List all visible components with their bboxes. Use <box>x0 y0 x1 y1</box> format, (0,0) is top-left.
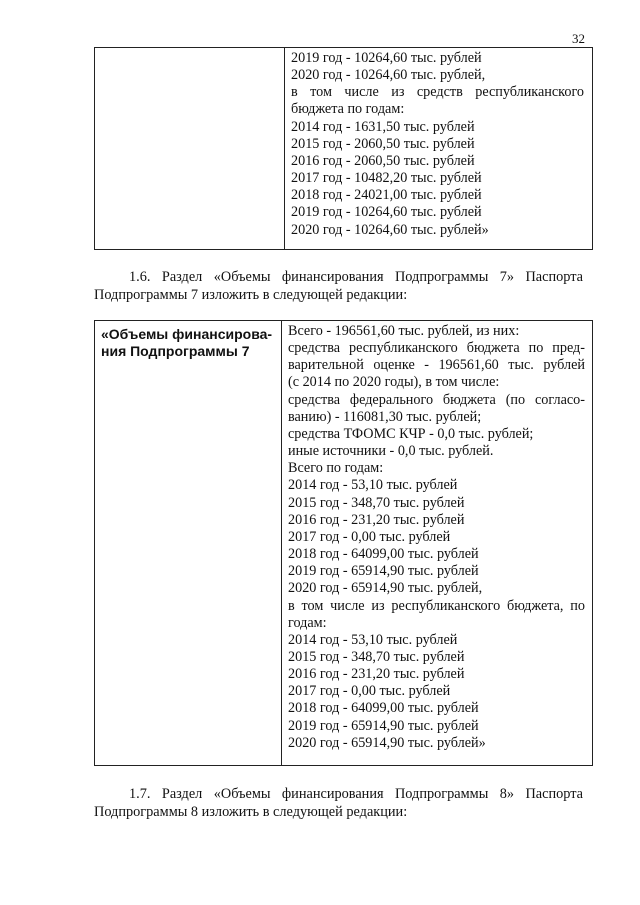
table-value-cell <box>282 321 585 765</box>
table-line: Всего по годам: <box>288 460 384 477</box>
table-line: бюджета по годам: <box>291 101 405 118</box>
table-line: 2018 год - 64099,00 тыс. рублей <box>288 546 479 563</box>
page-number: 32 <box>572 31 585 46</box>
table-line: 2018 год - 64099,00 тыс. рублей <box>288 700 479 717</box>
table-line: 2016 год - 231,20 тыс. рублей <box>288 666 465 683</box>
table-line: в том числе из средств республиканского <box>291 84 584 101</box>
table-line: иные источники - 0,0 тыс. рублей. <box>288 443 494 460</box>
table-line: 2014 год - 53,10 тыс. рублей <box>288 631 458 648</box>
financing-table-subprogram-7 <box>94 320 593 766</box>
table-line: средства федерального бюджета (по согласо- <box>288 391 585 408</box>
table-line: 2015 год - 348,70 тыс. рублей <box>288 648 465 665</box>
table-line: 2017 год - 0,00 тыс. рублей <box>288 683 451 700</box>
table-left-cell <box>95 48 285 249</box>
table-line: 2019 год - 65914,90 тыс. рублей <box>288 717 479 734</box>
table-line: 2020 год - 10264,60 тыс. рублей, <box>291 67 486 84</box>
paragraph-line: Подпрограммы 7 изложить в следующей редакции: <box>94 286 408 303</box>
paragraph-1-6 <box>94 269 583 304</box>
header-line: «Объемы финансирова- <box>101 326 273 342</box>
table-line: ванию) - 116081,30 тыс. рублей; <box>288 408 482 425</box>
table-line: 2015 год - 348,70 тыс. рублей <box>288 494 465 511</box>
paragraph-line: Подпрограммы 8 изложить в следующей редакции: <box>94 803 408 820</box>
header-line: ния Подпрограммы 7 <box>101 343 250 359</box>
table-line: 2019 год - 10264,60 тыс. рублей <box>291 50 482 66</box>
table-line: 2014 год - 53,10 тыс. рублей <box>288 477 458 494</box>
table-line: 2020 год - 10264,60 тыс. рублей» <box>291 221 489 238</box>
paragraph-line: 1.6. Раздел «Объемы финансирования Подпрограммы 7» Паспорта <box>129 269 583 285</box>
table-line: 2016 год - 2060,50 тыс. рублей <box>291 152 475 169</box>
table-line: (с 2014 по 2020 годы), в том числе: <box>288 374 500 391</box>
table-line: 2016 год - 231,20 тыс. рублей <box>288 511 465 528</box>
table-line: годам: <box>288 614 327 631</box>
table-line: Всего - 196561,60 тыс. рублей, из них: <box>288 323 520 339</box>
table-line: варительной оценке - 196561,60 тыс. рублей <box>288 357 585 374</box>
financing-table-continued <box>94 47 593 250</box>
table-line: в том числе из республиканского бюджета, по <box>288 597 585 614</box>
table-line: 2017 год - 10482,20 тыс. рублей <box>291 170 482 187</box>
table-line: 2020 год - 65914,90 тыс. рублей» <box>288 734 486 751</box>
table-line: 2014 год - 1631,50 тыс. рублей <box>291 118 475 135</box>
paragraph-1-7 <box>94 786 583 821</box>
table-line: 2020 год - 65914,90 тыс. рублей, <box>288 580 483 597</box>
table-line: средства ТФОМС КЧР - 0,0 тыс. рублей; <box>288 425 534 442</box>
table-line: 2019 год - 65914,90 тыс. рублей <box>288 563 479 580</box>
table-header-cell <box>95 321 282 765</box>
table-line: 2015 год - 2060,50 тыс. рублей <box>291 135 475 152</box>
paragraph-line: 1.7. Раздел «Объемы финансирования Подпрограммы 8» Паспорта <box>129 786 583 802</box>
table-line: 2019 год - 10264,60 тыс. рублей <box>291 204 482 221</box>
table-line: 2018 год - 24021,00 тыс. рублей <box>291 187 482 204</box>
table-line: 2017 год - 0,00 тыс. рублей <box>288 528 451 545</box>
table-right-cell <box>285 48 584 249</box>
table-line: средства республиканского бюджета по пред- <box>288 340 585 357</box>
